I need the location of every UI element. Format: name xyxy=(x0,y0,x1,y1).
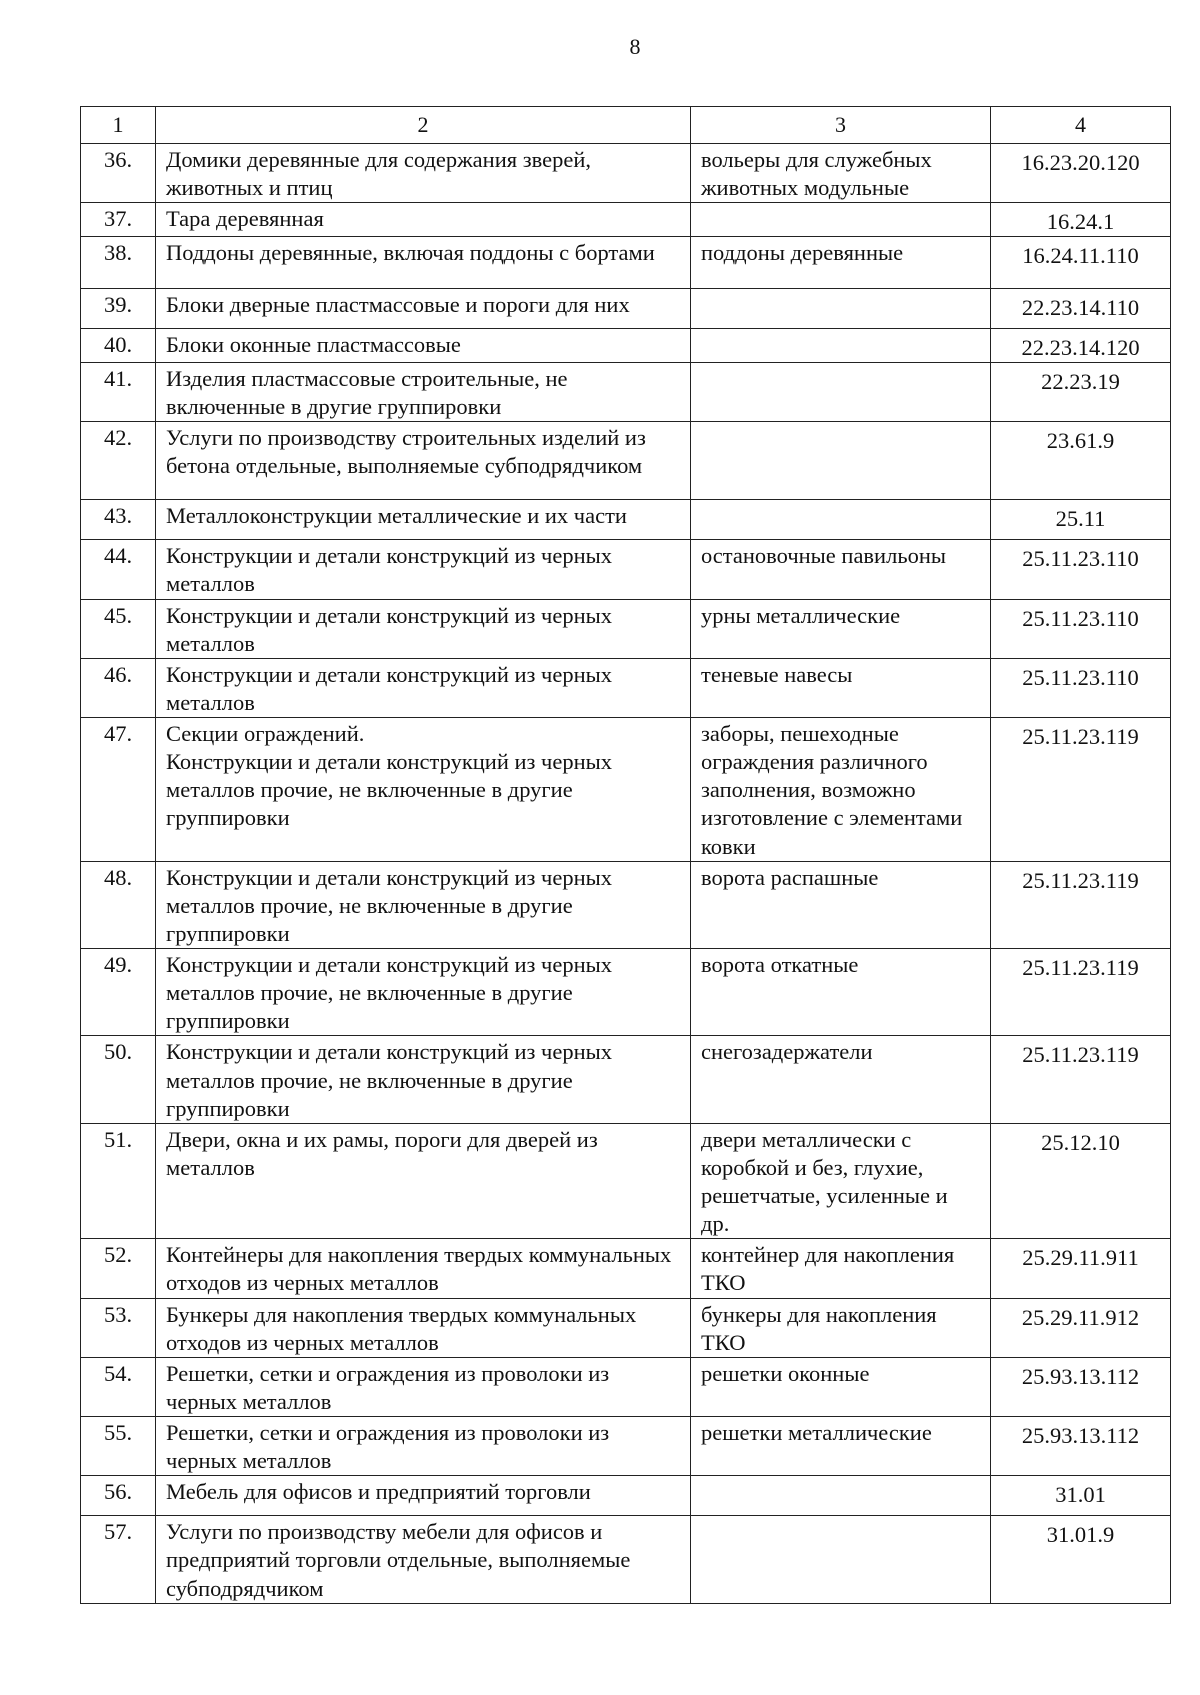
product-name-text: Бункеры для накопления твердых коммунальных отходов из черных металлов xyxy=(166,1301,637,1355)
product-note xyxy=(691,1036,991,1123)
table-row xyxy=(81,236,1171,288)
product-name-text: Услуги по производству мебели для офисов и предприятий торговли отдельные, выполняемые субподрядчиком xyxy=(166,1519,631,1601)
column-header-1: 1 xyxy=(81,107,156,144)
row-number xyxy=(81,1357,156,1416)
okpd-code-text: 16.23.20.120 xyxy=(1021,149,1140,175)
row-number xyxy=(81,1123,156,1239)
row-number xyxy=(81,1417,156,1476)
okpd-code-text: 31.01.9 xyxy=(1046,1522,1115,1548)
product-note-text: ворота распашные xyxy=(701,864,879,890)
column-header-3: 3 xyxy=(691,107,991,144)
row-number-text: 48. xyxy=(103,864,133,890)
product-note xyxy=(691,718,991,862)
row-number xyxy=(81,949,156,1036)
product-note xyxy=(691,1417,991,1476)
product-name xyxy=(156,422,691,500)
product-note-text: решетки оконные xyxy=(701,1360,870,1386)
row-number xyxy=(81,861,156,948)
table-row xyxy=(81,202,1171,236)
okpd-code xyxy=(991,1298,1171,1357)
okpd-code-text: 22.23.14.110 xyxy=(1021,294,1140,320)
product-note-text: ворота откатные xyxy=(701,952,859,977)
product-note xyxy=(691,1239,991,1298)
table-row xyxy=(81,1516,1171,1603)
okpd-code-text: 16.24.1 xyxy=(1046,208,1115,234)
product-name-text: Конструкции и детали конструкций из черных металлов прочие, не включенные в другие группировки xyxy=(166,864,613,946)
row-number xyxy=(81,540,156,599)
okpd-code xyxy=(991,363,1171,422)
row-number xyxy=(81,143,156,202)
row-number-text: 41. xyxy=(103,366,133,391)
product-note xyxy=(691,949,991,1036)
product-name xyxy=(156,1123,691,1239)
product-name xyxy=(156,1516,691,1603)
product-name-text: Блоки дверные пластмассовые и пороги для них xyxy=(166,291,630,317)
okpd-code xyxy=(991,861,1171,948)
okpd-code xyxy=(991,1417,1171,1476)
row-number xyxy=(81,236,156,288)
okpd-code-text: 22.23.14.120 xyxy=(1021,334,1140,360)
product-name-text: Конструкции и детали конструкций из черных металлов xyxy=(166,543,613,597)
row-number xyxy=(81,363,156,422)
product-name-text: Блоки оконные пластмассовые xyxy=(166,331,461,357)
product-note xyxy=(691,328,991,362)
okpd-code-text: 25.29.11.911 xyxy=(1022,1245,1139,1271)
product-note xyxy=(691,500,991,540)
product-name xyxy=(156,1239,691,1298)
row-number-text: 47. xyxy=(103,721,133,746)
product-name-text: Двери, окна и их рамы, пороги для дверей из металлов xyxy=(166,1126,598,1180)
row-number-text: 53. xyxy=(103,1301,133,1327)
product-name xyxy=(156,1357,691,1416)
okpd-code xyxy=(991,500,1171,540)
okpd-code xyxy=(991,288,1171,328)
okpd-code-text: 25.12.10 xyxy=(1041,1129,1120,1155)
table-row xyxy=(81,1357,1171,1416)
okpd-code-text: 25.11.23.119 xyxy=(1022,955,1139,980)
table-row xyxy=(81,328,1171,362)
product-name-text: Услуги по производству строительных изделий из бетона отдельные, выполняемые субподрядчиком xyxy=(166,425,646,479)
product-note-text: бункеры для накопления ТКО xyxy=(701,1301,937,1355)
product-name xyxy=(156,599,691,658)
product-name xyxy=(156,861,691,948)
okpd-code-text: 31.01 xyxy=(1055,1482,1106,1508)
table-body xyxy=(81,143,1171,1603)
product-name xyxy=(156,328,691,362)
product-note-text: поддоны деревянные xyxy=(701,239,904,265)
table-row xyxy=(81,540,1171,599)
row-number-text: 36. xyxy=(103,146,133,172)
product-name xyxy=(156,143,691,202)
product-name-text: Металлоконструкции металлические и их части xyxy=(166,503,627,529)
row-number-text: 45. xyxy=(103,602,133,628)
product-name xyxy=(156,1298,691,1357)
row-number-text: 49. xyxy=(103,952,133,977)
table-row xyxy=(81,599,1171,658)
row-number-text: 46. xyxy=(103,661,133,687)
product-name-text: Домики деревянные для содержания зверей, животных и птиц xyxy=(166,146,591,200)
row-number xyxy=(81,328,156,362)
okpd-code xyxy=(991,949,1171,1036)
okpd-code-text: 22.23.19 xyxy=(1041,369,1120,394)
row-number xyxy=(81,202,156,236)
product-name-text: Конструкции и детали конструкций из черных металлов xyxy=(166,602,613,656)
product-name xyxy=(156,718,691,862)
table-row xyxy=(81,1476,1171,1516)
okpd-code xyxy=(991,328,1171,362)
product-note xyxy=(691,540,991,599)
column-header-4: 4 xyxy=(991,107,1171,144)
product-note-text: вольеры для служебных животных модульные xyxy=(701,146,932,200)
products-table xyxy=(80,106,1171,1604)
table-row xyxy=(81,500,1171,540)
row-number-text: 39. xyxy=(103,291,133,317)
product-note-text: решетки металлические xyxy=(701,1420,932,1445)
product-note xyxy=(691,599,991,658)
product-name-text: Изделия пластмассовые строительные, не включенные в другие группировки xyxy=(166,366,568,420)
product-note xyxy=(691,1357,991,1416)
okpd-code-text: 25.11.23.119 xyxy=(1022,1042,1139,1068)
product-name xyxy=(156,202,691,236)
product-name xyxy=(156,658,691,717)
product-note xyxy=(691,1123,991,1239)
table-row xyxy=(81,1123,1171,1239)
row-number xyxy=(81,1476,156,1516)
product-note-text: теневые навесы xyxy=(701,661,853,687)
table-row xyxy=(81,143,1171,202)
table-row xyxy=(81,1298,1171,1357)
table-row xyxy=(81,422,1171,500)
product-name xyxy=(156,949,691,1036)
okpd-code xyxy=(991,718,1171,862)
row-number-text: 37. xyxy=(103,205,133,231)
okpd-code-text: 25.11.23.110 xyxy=(1022,605,1139,631)
table-row xyxy=(81,1036,1171,1123)
okpd-code xyxy=(991,1036,1171,1123)
product-name-text: Тара деревянная xyxy=(166,205,324,231)
table-row xyxy=(81,288,1171,328)
product-note xyxy=(691,422,991,500)
row-number-text: 54. xyxy=(103,1360,133,1386)
product-note xyxy=(691,861,991,948)
product-note xyxy=(691,1476,991,1516)
product-name-text: Поддоны деревянные, включая поддоны с бортами xyxy=(166,239,655,265)
row-number xyxy=(81,1298,156,1357)
okpd-code-text: 25.11.23.119 xyxy=(1022,867,1139,893)
product-name-text: Решетки, сетки и ограждения из проволоки из черных металлов xyxy=(166,1360,610,1414)
product-name-text: Конструкции и детали конструкций из черных металлов прочие, не включенные в другие группировки xyxy=(166,952,613,1034)
product-name-text: Мебель для офисов и предприятий торговли xyxy=(166,1479,591,1505)
product-note xyxy=(691,202,991,236)
row-number xyxy=(81,422,156,500)
product-note-text: контейнер для накопления ТКО xyxy=(701,1242,955,1296)
okpd-code-text: 16.24.11.110 xyxy=(1022,242,1139,268)
page-number: 8 xyxy=(629,34,641,59)
product-note xyxy=(691,288,991,328)
row-number xyxy=(81,599,156,658)
product-note-text: урны металлические xyxy=(701,602,901,628)
row-number-text: 44. xyxy=(103,543,133,569)
row-number-text: 55. xyxy=(103,1420,133,1445)
okpd-code-text: 25.11.23.110 xyxy=(1022,664,1139,690)
row-number-text: 56. xyxy=(103,1479,133,1505)
row-number-text: 40. xyxy=(103,331,133,357)
product-name xyxy=(156,363,691,422)
row-number xyxy=(81,500,156,540)
product-note xyxy=(691,1516,991,1603)
product-name xyxy=(156,236,691,288)
row-number-text: 38. xyxy=(103,239,133,265)
table-header-row xyxy=(81,107,1171,144)
okpd-code xyxy=(991,1123,1171,1239)
product-note-text: снегозадержатели xyxy=(701,1039,873,1065)
row-number-text: 50. xyxy=(103,1039,133,1065)
table-row xyxy=(81,718,1171,862)
product-name xyxy=(156,288,691,328)
row-number xyxy=(81,1036,156,1123)
okpd-code xyxy=(991,658,1171,717)
okpd-code xyxy=(991,422,1171,500)
row-number xyxy=(81,1239,156,1298)
column-header-2: 2 xyxy=(156,107,691,144)
product-name-text: Конструкции и детали конструкций из черных металлов прочие, не включенные в другие группировки xyxy=(166,1039,613,1121)
okpd-code xyxy=(991,540,1171,599)
okpd-code-text: 25.93.13.112 xyxy=(1021,1423,1140,1448)
product-name-text: Секции ограждений. Конструкции и детали конструкций из черных металлов прочие, не включенные в другие группировки xyxy=(166,721,613,831)
okpd-code-text: 25.11 xyxy=(1055,506,1106,532)
table-row xyxy=(81,658,1171,717)
table-row xyxy=(81,861,1171,948)
okpd-code xyxy=(991,1476,1171,1516)
okpd-code xyxy=(991,236,1171,288)
okpd-code xyxy=(991,1239,1171,1298)
row-number-text: 52. xyxy=(103,1242,133,1268)
okpd-code xyxy=(991,202,1171,236)
table-row xyxy=(81,1239,1171,1298)
product-note-text: двери металлически с коробкой и без, глухие, решетчатые, усиленные и др. xyxy=(701,1126,948,1237)
row-number xyxy=(81,718,156,862)
product-note-text: остановочные павильоны xyxy=(701,543,946,569)
table-row xyxy=(81,1417,1171,1476)
table-row xyxy=(81,363,1171,422)
product-name-text: Контейнеры для накопления твердых коммунальных отходов из черных металлов xyxy=(166,1242,672,1296)
product-name xyxy=(156,1417,691,1476)
product-name-text: Решетки, сетки и ограждения из проволоки из черных металлов xyxy=(166,1420,610,1474)
product-note xyxy=(691,363,991,422)
okpd-code-text: 25.11.23.119 xyxy=(1022,724,1139,749)
table-row xyxy=(81,949,1171,1036)
row-number-text: 51. xyxy=(103,1126,133,1152)
okpd-code xyxy=(991,599,1171,658)
row-number xyxy=(81,288,156,328)
product-note xyxy=(691,236,991,288)
product-name xyxy=(156,500,691,540)
row-number xyxy=(81,1516,156,1603)
okpd-code-text: 25.11.23.110 xyxy=(1022,546,1139,572)
product-name-text: Конструкции и детали конструкций из черных металлов xyxy=(166,661,613,715)
okpd-code xyxy=(991,1357,1171,1416)
row-number xyxy=(81,658,156,717)
okpd-code-text: 23.61.9 xyxy=(1046,428,1115,454)
okpd-code-text: 25.93.13.112 xyxy=(1021,1363,1140,1389)
product-note-text: заборы, пешеходные ограждения различного заполнения, возможно изготовление с элементами ковки xyxy=(701,721,963,859)
product-name xyxy=(156,1036,691,1123)
product-name xyxy=(156,1476,691,1516)
okpd-code xyxy=(991,143,1171,202)
product-note xyxy=(691,143,991,202)
okpd-code xyxy=(991,1516,1171,1603)
row-number-text: 42. xyxy=(103,425,133,451)
product-note xyxy=(691,658,991,717)
product-name xyxy=(156,540,691,599)
row-number-text: 43. xyxy=(103,503,133,529)
row-number-text: 57. xyxy=(103,1519,133,1545)
okpd-code-text: 25.29.11.912 xyxy=(1021,1304,1140,1330)
product-note xyxy=(691,1298,991,1357)
